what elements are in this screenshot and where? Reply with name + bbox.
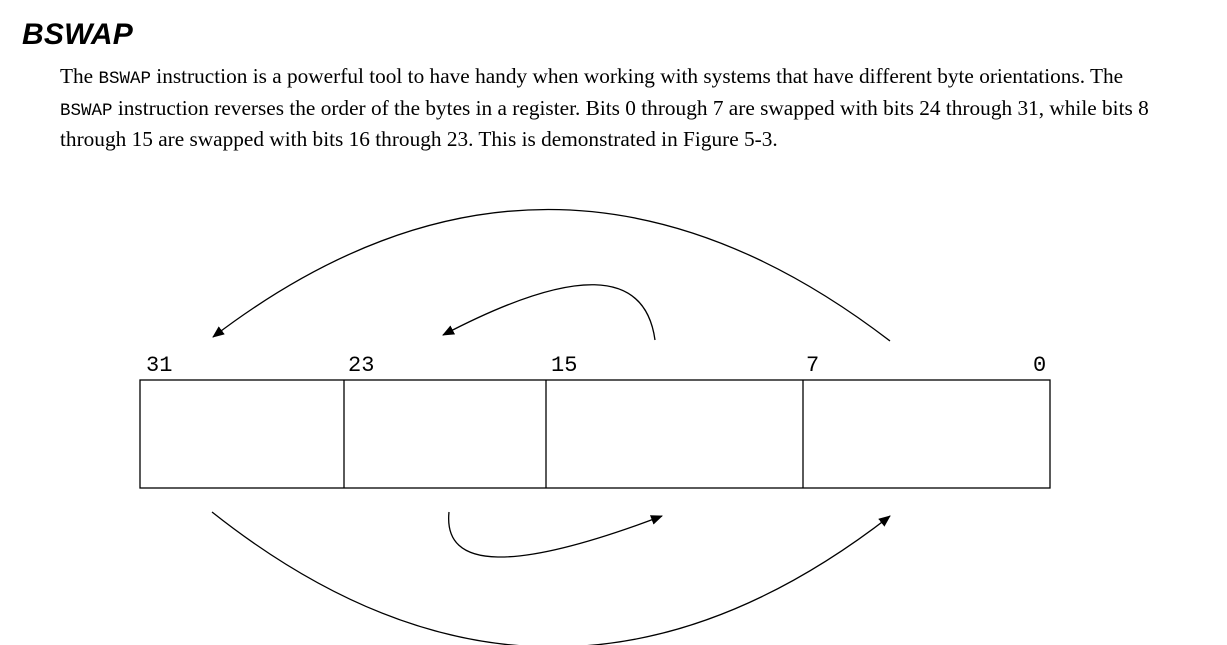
bit-label-23: 23 <box>348 353 375 378</box>
swap-arrow-inner-top <box>443 285 655 340</box>
paragraph-text-2: instruction is a powerful tool to have handy when working with systems that have different byte orientations. The <box>150 64 1124 88</box>
bit-label-31: 31 <box>146 353 173 378</box>
paragraph-text-1: The <box>60 64 99 88</box>
inline-code-bswap: BSWAP <box>98 69 151 89</box>
bit-label-7: 7 <box>806 353 820 378</box>
bit-label-0: 0 <box>1033 353 1047 378</box>
section-heading: BSWAP <box>22 18 134 51</box>
swap-arrow-inner-bottom <box>449 512 662 557</box>
bit-label-15: 15 <box>551 353 578 378</box>
register-box <box>140 380 1050 488</box>
swap-arrow-outer-top <box>213 209 890 341</box>
inline-code-bswap: BSWAP <box>60 100 113 121</box>
swap-arrow-outer-bottom <box>212 512 890 645</box>
paragraph-text-3: instruction reverses the order of the bytes in a register. Bits 0 through 7 are swapped with bits 24 through 31, while bits 8 through 15 are swapped with bits 16 through 23. This is demonstrated in Figure 5-3. <box>60 95 1149 152</box>
